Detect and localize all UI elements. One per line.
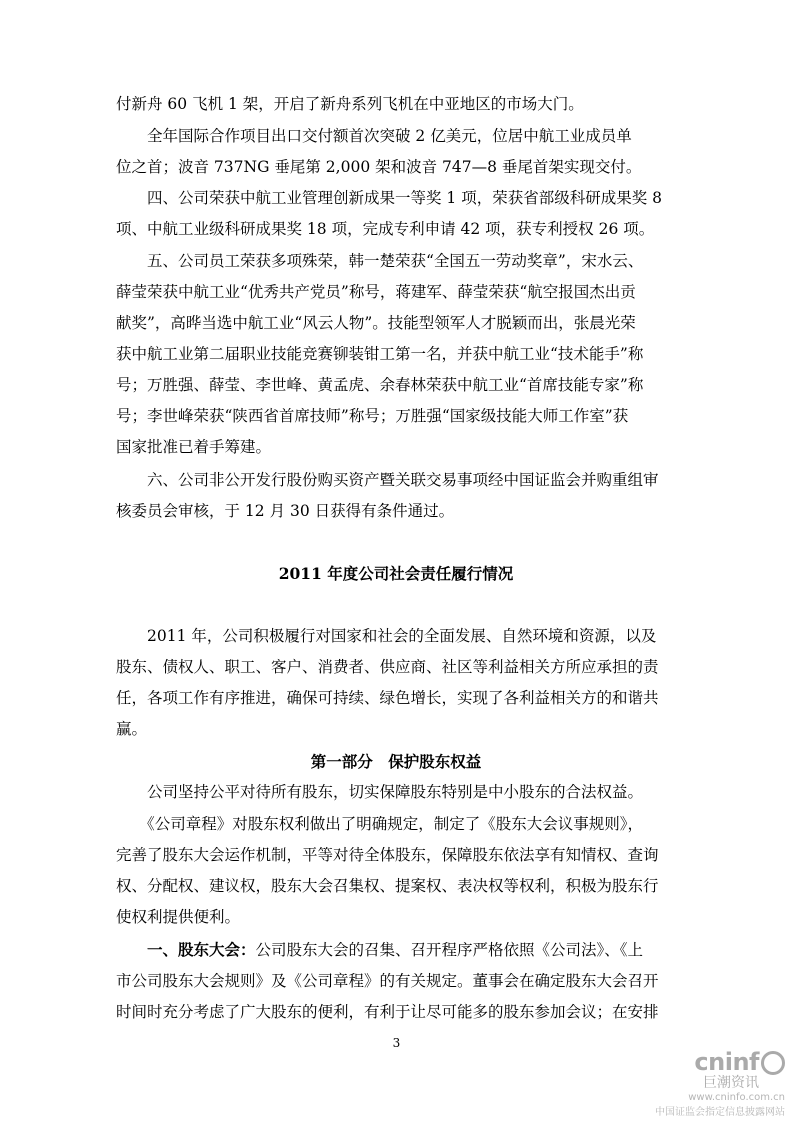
spiral-icon — [761, 1051, 785, 1075]
text-line: 四、公司荣获中航工业管理创新成果一等奖 1 项，荣获省部级科研成果奖 8 — [116, 189, 663, 207]
text-line: 完善了股东大会运作机制，平等对待全体股东，保障股东依法享有知情权、查询 — [116, 846, 659, 864]
text-line: 公司坚持公平对待所有股东，切实保障股东特别是中小股东的合法权益。 — [116, 783, 644, 801]
text-line: 市公司股东大会规则》及《公司章程》的有关规定。董事会在确定股东大会召开 — [116, 972, 659, 990]
text-line: 项、中航工业级科研成果奖 18 项，完成专利申请 42 项，获专利授权 26 项。 — [116, 220, 655, 238]
text-line: 任，各项工作有序推进，确保可持续、绿色增长，实现了各利益相关方的和谐共 — [116, 689, 659, 707]
text-line — [116, 934, 676, 966]
text-line: 薛莹荣获中航工业“优秀共产党员”称号，蒋建军、薛莹荣获“航空报国杰出贡 — [116, 283, 636, 301]
watermark-name: 巨潮资讯 — [703, 1075, 759, 1091]
text-run: 公司股东大会的召集、召开程序严格依照《公司法》、《上 — [255, 941, 644, 959]
text-line: 使权利提供便利。 — [116, 908, 241, 926]
text-line: 时间时充分考虑了广大股东的便利，有利于让尽可能多的股东参加会议；在安排 — [116, 1003, 659, 1021]
text-line: 《公司章程》对股东权利做出了明确规定，制定了《股东大会议事规则》， — [116, 815, 644, 833]
text-line: 全年国际合作项目出口交付额首次突破 2 亿美元，位居中航工业成员单 — [116, 127, 632, 145]
text-line: 献奖”，高晔当选中航工业“风云人物”。技能型领军人才脱颖而出，张晨光荣 — [116, 314, 636, 332]
section-title: 2011 年度公司社会责任履行情况 — [278, 564, 514, 583]
paragraph-share-issuance — [116, 465, 676, 527]
paragraph-delivery — [116, 89, 676, 120]
paragraph-international-cooperation — [116, 121, 676, 183]
paragraph-social-responsibility — [116, 621, 676, 745]
part-title: 第一部分 保护股东权益 — [310, 752, 482, 771]
text-line: 权、分配权、建议权，股东大会召集权、提案权、表决权等权利，积极为股东行 — [116, 877, 659, 895]
text-line: 号；万胜强、薛莹、李世峰、黄孟虎、余春林荣获中航工业“首席技能专家”称 — [116, 376, 644, 394]
watermark-tagline: 中国证监会指定信息披露网站 — [655, 1107, 785, 1118]
paragraph-awards — [116, 183, 676, 245]
paragraph-employee-honors — [116, 246, 676, 463]
text-line: 2011 年，公司积极履行对国家和社会的全面发展、自然环境和资源，以及 — [116, 627, 657, 645]
text-line: 获中航工业第二届职业技能竞赛铆装钳工第一名，并获中航工业“技术能手”称 — [116, 345, 644, 363]
cninfo-watermark — [625, 1048, 785, 1116]
text-line: 赢。 — [116, 720, 148, 738]
text-line: 号；李世峰荣获“陕西省首席技师”称号；万胜强“国家级技能大师工作室”获 — [116, 407, 629, 425]
bold-lead: 一、股东大会： — [116, 940, 256, 959]
text-line: 国家批准已着手筹建。 — [116, 438, 272, 456]
page-number: 3 — [392, 1036, 401, 1050]
text-line: 位之首；波音 737NG 垂尾第 2,000 架和波音 747—8 垂尾首架实现交付。 — [116, 158, 642, 176]
text-line: 付新舟 60 飞机 1 架，开启了新舟系列飞机在中亚地区的市场大门。 — [116, 95, 584, 113]
text-line: 股东、债权人、职工、客户、消费者、供应商、社区等利益相关方所应承担的责 — [116, 658, 659, 676]
watermark-url: www.cninfo.com.cn — [688, 1092, 785, 1103]
watermark-logo-text: cninf — [694, 1048, 759, 1076]
text-line: 核委员会审核，于 12 月 30 日获得有条件通过。 — [116, 502, 455, 520]
paragraph-shareholders-meeting — [116, 934, 676, 1028]
text-line: 六、公司非公开发行股份购买资产暨关联交易事项经中国证监会并购重组审 — [116, 471, 659, 489]
paragraph-articles-of-association — [116, 809, 676, 933]
paragraph-fair-treatment — [116, 777, 676, 808]
text-line: 五、公司员工荣获多项殊荣，韩一楚荣获“全国五一劳动奖章”，宋水云、 — [116, 252, 644, 270]
